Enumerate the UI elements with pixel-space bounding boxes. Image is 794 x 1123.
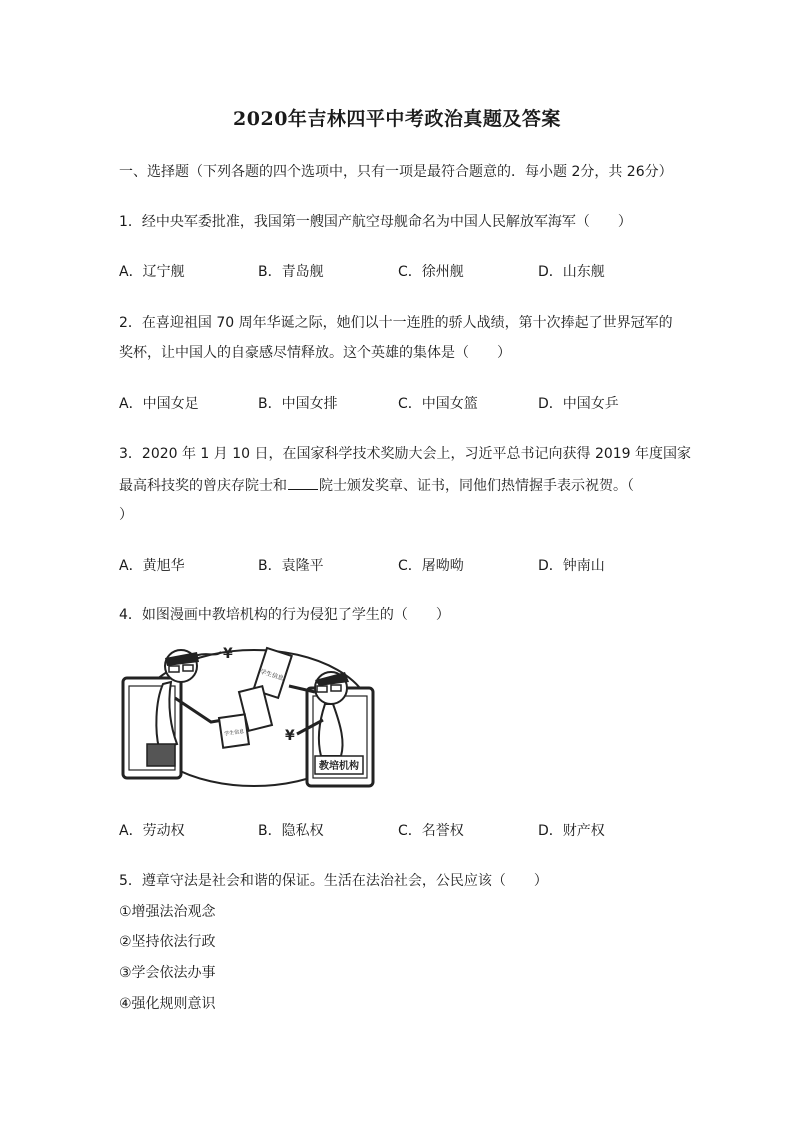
question-5-stem: 5．遵章守法是社会和谐的保证。生活在法治社会，公民应该（ ） — [119, 873, 548, 889]
q3-option-c: C．屠呦呦 — [398, 558, 464, 574]
agency-sign-label: 教培机构 — [319, 761, 359, 772]
q3-option-a: A．黄旭华 — [119, 558, 185, 574]
question-3-stem-line2-start: 最高科技奖的曾庆存院士和 — [119, 478, 287, 494]
q4-option-c: C．名誉权 — [398, 823, 464, 839]
question-3-stem-line1: 3．2020 年 1 月 10 日，在国家科学技术奖励大会上，习近平总书记向获得 2019 年度国家 — [119, 446, 692, 462]
question-3-stem-line3: ） — [119, 507, 133, 523]
q2-option-a: A．中国女足 — [119, 396, 199, 412]
cartoon-illustration — [119, 636, 381, 792]
q5-item-4: ④强化规则意识 — [119, 996, 216, 1012]
money-sign-1: ¥ — [223, 646, 233, 662]
money-sign-2: ¥ — [285, 728, 295, 744]
q2-option-d: D．中国女乒 — [538, 396, 619, 412]
q4-option-d: D．财产权 — [538, 823, 605, 839]
question-2-stem-line1: 2．在喜迎祖国 70 周年华诞之际，她们以十一连胜的骄人战绩，第十次捧起了世界冠军的 — [119, 315, 673, 331]
student-figure — [147, 650, 223, 766]
question-4-stem: 4．如图漫画中教培机构的行为侵犯了学生的（ ） — [119, 607, 450, 623]
q2-option-c: C．中国女篮 — [398, 396, 478, 412]
answer-blank — [288, 475, 318, 490]
q3-option-b: B．袁隆平 — [258, 558, 324, 574]
question-1-stem: 1．经中央军委批准，我国第一艘国产航空母舰命名为中国人民解放军海军（ ） — [119, 214, 632, 230]
q5-item-3: ③学会依法办事 — [119, 965, 216, 981]
q1-option-b: B．青岛舰 — [258, 264, 324, 280]
q1-option-a: A．辽宁舰 — [119, 264, 185, 280]
q3-option-d: D．钟南山 — [538, 558, 605, 574]
info-card-bottom — [219, 714, 249, 747]
q4-option-a: A．劳动权 — [119, 823, 185, 839]
q1-option-d: D．山东舰 — [538, 264, 605, 280]
page-title: 2020年吉林四平中考政治真题及答案 — [233, 108, 561, 130]
q5-item-2: ②坚持依法行政 — [119, 934, 216, 950]
info-card-bottom-label: 学生信息 — [223, 728, 245, 738]
q5-item-1: ①增强法治观念 — [119, 904, 216, 920]
q4-option-b: B．隐私权 — [258, 823, 324, 839]
question-3-stem-line2-end: 院士颁发奖章、证书，同他们热情握手表示祝贺。（ — [319, 478, 634, 494]
q2-option-b: B．中国女排 — [258, 396, 338, 412]
q1-option-c: C．徐州舰 — [398, 264, 464, 280]
question-2-stem-line2: 奖杯，让中国人的自豪感尽情释放。这个英雄的集体是（ ） — [119, 345, 511, 361]
info-card-top-label: 学生信息 — [259, 668, 285, 683]
section-heading: 一、选择题（下列各题的四个选项中，只有一项是最符合题意的．每小题 2分，共 26分） — [119, 164, 673, 180]
question-3-stem-line2 — [119, 475, 634, 496]
